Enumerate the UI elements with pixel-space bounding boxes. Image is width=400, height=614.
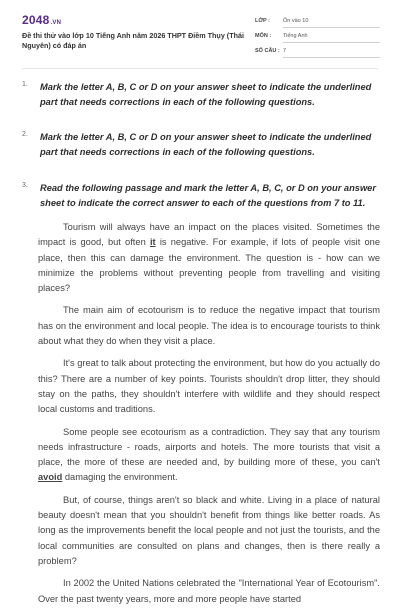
logo-suffix-text: .VN	[50, 20, 62, 26]
site-logo[interactable]	[22, 13, 61, 27]
question-number: 2.	[22, 131, 28, 138]
meta-key: LỚP :	[255, 18, 270, 24]
passage-paragraph-4	[38, 425, 380, 486]
document-title: Đề thi thử vào lớp 10 Tiếng Anh năm 2026 THPT Điềm Thụy (Thái Nguyên) có đáp án	[22, 31, 244, 50]
meta-key: SỐ CÂU :	[255, 48, 280, 54]
passage-text: is negative. For example, if lots of people visit one place, then this can damage the environment. The question is - how can we minimize the problems without preventing people from travelling and visiting places?	[38, 237, 380, 294]
passage-text: damaging the environment.	[62, 472, 178, 483]
question-text: Mark the letter A, B, C or D on your answer sheet to indicate the underlined part that needs corrections in each of the following questions.	[40, 132, 372, 157]
logo-main-text: 2048	[22, 13, 50, 27]
question-text: Mark the letter A, B, C or D on your answer sheet to indicate the underlined part that needs corrections in each of the following questions.	[40, 82, 372, 107]
passage-paragraph-3: It's great to talk about protecting the environment, but how do you actually do this? There are a number of key points. Tourists shouldn't drop litter, they should stay on the paths, they shouldn't interfere with wildlife and they should respect local customs and traditions.	[38, 358, 380, 415]
meta-value: 7	[283, 48, 380, 58]
passage-paragraph-6: In 2002 the United Nations celebrated the "International Year of Ecotourism". Over the past twenty years, more and more people have started	[38, 578, 380, 604]
exam-meta	[255, 16, 380, 61]
meta-value: Ôn vào 10	[283, 18, 380, 28]
meta-key: MÔN :	[255, 33, 272, 39]
meta-row-count	[255, 46, 380, 61]
question-text: Read the following passage and mark the letter A, B, C, or D on your answer sheet to indicate the correct answer to each of the questions from 7 to 11.	[40, 183, 376, 208]
meta-row-subject	[255, 31, 380, 46]
question-number: 3.	[22, 182, 28, 189]
underlined-word-it: it	[149, 237, 156, 248]
passage-paragraph-2: The main aim of ecotourism is to reduce the negative impact that tourism has on the environment and local people. The idea is to encourage tourists to think about what they do when they visit a place.	[38, 305, 380, 347]
passage-paragraph-1	[38, 220, 380, 296]
passage-text: Tourism will always have an impact on the places visited. Sometimes the impact is good, but often	[38, 222, 380, 248]
reading-passage	[38, 220, 380, 614]
meta-value: Tiếng Anh	[283, 33, 380, 43]
underlined-word-avoid: avoid	[38, 472, 63, 483]
passage-text: Some people see ecotourism as a contradiction. They say that any tourism needs infrastructure - roads, airports and hotels. The more tourists that visit a place, the more of these are needed and, by building more of these, you can't	[38, 426, 380, 468]
passage-paragraph-5: But, of course, things aren't so black and white. Living in a place of natural beauty doesn't mean that you shouldn't benefit from things like better roads. As long as the improvements benefit the local people and not just the tourists, and the local communities are consulted on plans and changes, then is there really a problem?	[38, 494, 380, 566]
header-divider	[22, 68, 378, 69]
question-number: 1.	[22, 81, 28, 88]
meta-row-class	[255, 16, 380, 31]
page-header	[0, 0, 400, 62]
